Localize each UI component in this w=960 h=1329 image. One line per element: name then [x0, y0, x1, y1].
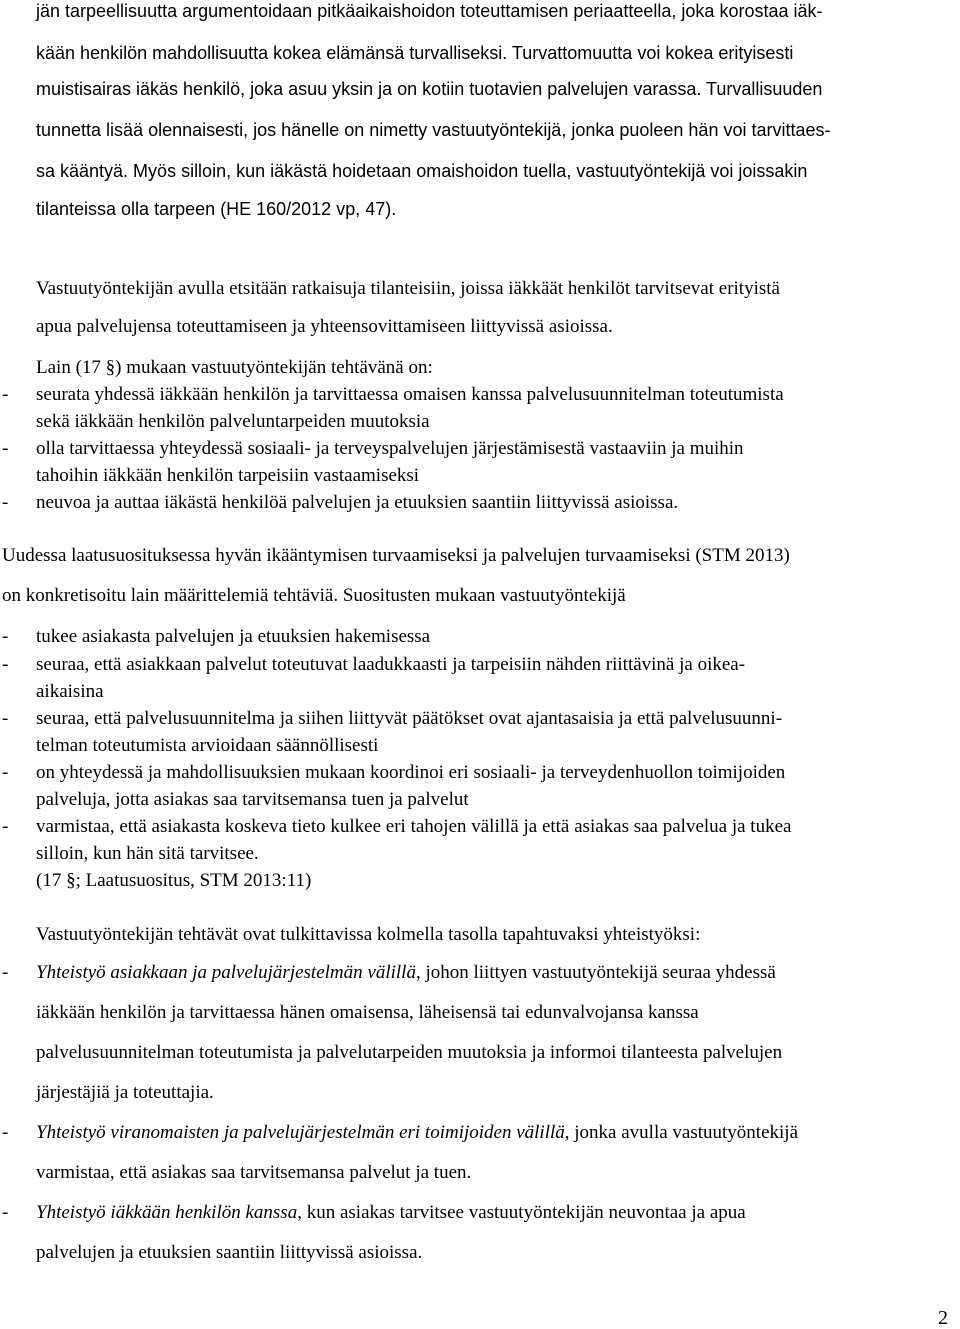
level-item: [36, 962, 776, 984]
bullet-dash: -: [2, 708, 9, 729]
source-citation: (17 §; Laatusuositus, STM 2013:11): [36, 870, 312, 891]
list-item-continuation: varmistaa, että asiakas saa tarvitsemansa palvelut ja tuen.: [36, 1162, 472, 1183]
list-item-continuation: palveluja, jotta asiakas saa tarvitsemansa tuen ja palvelut: [36, 789, 469, 810]
bullet-dash: -: [2, 492, 9, 513]
text-line: muistisairas iäkäs henkilö, joka asuu yksin ja on kotiin tuotavien palvelujen varassa. Turvallisuuden: [36, 79, 823, 99]
level-item: [36, 1122, 798, 1144]
text-line: kään henkilön mahdollisuutta kokea elämänsä turvalliseksi. Turvattomuutta voi kokea erityisesti: [36, 43, 794, 63]
bullet-dash: -: [2, 1202, 9, 1223]
text-line: apua palvelujensa toteuttamiseen ja yhteensovittamiseen liittyvissä asioissa.: [36, 316, 613, 337]
list-item-continuation: järjestäjiä ja toteuttajia.: [36, 1082, 214, 1103]
text-line: tilanteissa olla tarpeen (HE 160/2012 vp, 47).: [36, 199, 397, 219]
list-item: olla tarvittaessa yhteydessä sosiaali- ja terveyspalvelujen järjestämisestä vastaaviin ja muihin: [36, 438, 744, 459]
list-item-continuation: silloin, kun hän sitä tarvitsee.: [36, 843, 259, 864]
list-item-continuation: aikaisina: [36, 681, 104, 702]
level-title: Yhteistyö asiakkaan ja palvelujärjestelmän välillä: [36, 962, 416, 983]
level-text: , johon liittyen vastuutyöntekijä seuraa yhdessä: [415, 962, 776, 983]
law-intro: Lain (17 §) mukaan vastuutyöntekijän tehtävänä on:: [36, 357, 433, 378]
level-text: , kun asiakas tarvitsee vastuutyöntekijän neuvontaa ja apua: [297, 1202, 746, 1223]
page-number: 2: [938, 1307, 948, 1329]
text-line: Uudessa laatusuosituksessa hyvän ikääntymisen turvaamiseksi ja palvelujen turvaamiseksi (STM 2013): [2, 545, 790, 566]
level-title: Yhteistyö iäkkään henkilön kanssa: [36, 1202, 298, 1223]
list-item-continuation: telman toteutumista arvioidaan säännöllisesti: [36, 735, 379, 756]
list-item: tukee asiakasta palvelujen ja etuuksien hakemisessa: [36, 626, 431, 647]
bullet-dash: -: [2, 384, 9, 405]
text-line: Vastuutyöntekijän avulla etsitään ratkaisuja tilanteisiin, joissa iäkkäät henkilöt tarvitsevat erityistä: [36, 278, 780, 299]
level-title: Yhteistyö viranomaisten ja palvelujärjestelmän eri toimijoiden välillä: [36, 1122, 565, 1143]
list-item-continuation: palvelusuunnitelman toteutumista ja palvelutarpeiden muutoksia ja informoi tilanteesta palvelujen: [36, 1042, 783, 1063]
list-item: seuraa, että asiakkaan palvelut toteutuvat laadukkaasti ja tarpeisiin nähden riittävinä ja oikea-: [36, 654, 746, 675]
bullet-dash: -: [2, 626, 9, 647]
list-item: varmistaa, että asiakasta koskeva tieto kulkee eri tahojen välillä ja että asiakas saa palvelua ja tukea: [36, 816, 792, 837]
list-item: neuvoa ja auttaa iäkästä henkilöä palvelujen ja etuuksien saantiin liittyvissä asioissa.: [36, 492, 679, 513]
levels-intro: Vastuutyöntekijän tehtävät ovat tulkittavissa kolmella tasolla tapahtuvaksi yhteistyöksi:: [36, 924, 701, 945]
text-line: jän tarpeellisuutta argumentoidaan pitkäaikaishoidon toteuttamisen periaatteella, joka korostaa iäk-: [36, 1, 823, 21]
list-item-continuation: palvelujen ja etuuksien saantiin liittyvissä asioissa.: [36, 1242, 423, 1263]
bullet-dash: -: [2, 438, 9, 459]
bullet-dash: -: [2, 1122, 9, 1143]
list-item-continuation: iäkkään henkilön ja tarvittaessa hänen omaisensa, läheisensä tai edunvalvojansa kanssa: [36, 1002, 699, 1023]
list-item: seuraa, että palvelusuunnitelma ja siihen liittyvät päätökset ovat ajantasaisia ja että palvelusuunni-: [36, 708, 783, 729]
text-line: sa kääntyä. Myös silloin, kun iäkästä hoidetaan omaishoidon tuella, vastuutyöntekijä voi joissakin: [36, 161, 808, 181]
level-text: , jonka avulla vastuutyöntekijä: [564, 1122, 799, 1143]
list-item-continuation: sekä iäkkään henkilön palveluntarpeiden muutoksia: [36, 411, 430, 432]
bullet-dash: -: [2, 962, 9, 983]
text-line: tunnetta lisää olennaisesti, jos hänelle on nimetty vastuutyöntekijä, jonka puoleen hän voi tarvittaes-: [36, 120, 831, 140]
level-item: [36, 1202, 746, 1224]
list-item: on yhteydessä ja mahdollisuuksien mukaan koordinoi eri sosiaali- ja terveydenhuollon toimijoiden: [36, 762, 786, 783]
list-item: seurata yhdessä iäkkään henkilön ja tarvittaessa omaisen kanssa palvelusuunnitelman toteutumista: [36, 384, 784, 405]
bullet-dash: -: [2, 762, 9, 783]
bullet-dash: -: [2, 654, 9, 675]
bullet-dash: -: [2, 816, 9, 837]
text-line: on konkretisoitu lain määrittelemiä tehtäviä. Suositusten mukaan vastuutyöntekijä: [2, 585, 626, 606]
list-item-continuation: tahoihin iäkkään henkilön tarpeisiin vastaamiseksi: [36, 465, 420, 486]
